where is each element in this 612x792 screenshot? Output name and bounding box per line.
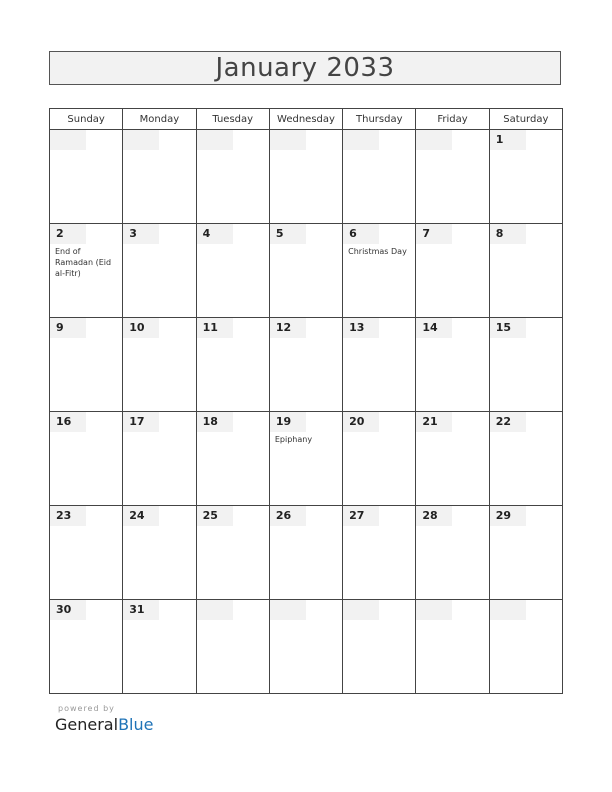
day-cell bbox=[50, 130, 123, 224]
day-number bbox=[197, 600, 233, 620]
day-number: 26 bbox=[270, 506, 306, 526]
day-cell bbox=[343, 130, 416, 224]
day-cell bbox=[269, 318, 342, 412]
day-number: 27 bbox=[343, 506, 379, 526]
day-number: 13 bbox=[343, 318, 379, 338]
day-number bbox=[343, 130, 379, 150]
day-number: 24 bbox=[123, 506, 159, 526]
day-cell bbox=[269, 412, 342, 506]
day-cell bbox=[50, 600, 123, 694]
week-row bbox=[50, 224, 563, 318]
day-cell bbox=[50, 412, 123, 506]
day-number: 5 bbox=[270, 224, 306, 244]
powered-by-text: powered by bbox=[58, 704, 115, 713]
day-cell bbox=[343, 412, 416, 506]
day-number: 21 bbox=[416, 412, 452, 432]
day-number bbox=[416, 600, 452, 620]
day-number: 25 bbox=[197, 506, 233, 526]
day-cell bbox=[269, 600, 342, 694]
week-row bbox=[50, 600, 563, 694]
day-cell bbox=[416, 506, 489, 600]
holiday-label: Epiphany bbox=[274, 435, 313, 444]
day-cell bbox=[196, 600, 269, 694]
day-number bbox=[50, 130, 86, 150]
day-cell bbox=[343, 318, 416, 412]
day-cell bbox=[416, 412, 489, 506]
day-cell bbox=[50, 506, 123, 600]
day-cell bbox=[489, 130, 562, 224]
day-number: 6 bbox=[343, 224, 379, 244]
weekday-header: Wednesday bbox=[269, 109, 342, 130]
day-number: 20 bbox=[343, 412, 379, 432]
holiday-label: End of Ramadan (Eid al-Fitr) bbox=[55, 247, 112, 278]
day-cell bbox=[269, 130, 342, 224]
day-cell bbox=[343, 506, 416, 600]
day-number bbox=[197, 130, 233, 150]
week-row bbox=[50, 412, 563, 506]
day-cell bbox=[50, 224, 123, 318]
day-cell bbox=[489, 506, 562, 600]
day-number bbox=[270, 130, 306, 150]
day-cell bbox=[50, 318, 123, 412]
day-number: 28 bbox=[416, 506, 452, 526]
brand-blue-text: Blue bbox=[118, 715, 154, 734]
day-cell bbox=[343, 224, 416, 318]
day-cell bbox=[196, 224, 269, 318]
weekday-header: Tuesday bbox=[196, 109, 269, 130]
day-cell bbox=[196, 506, 269, 600]
day-cell bbox=[489, 600, 562, 694]
weekday-header: Sunday bbox=[50, 109, 123, 130]
day-number: 12 bbox=[270, 318, 306, 338]
day-cell bbox=[489, 412, 562, 506]
day-cell bbox=[489, 224, 562, 318]
day-number: 15 bbox=[490, 318, 526, 338]
week-row bbox=[50, 506, 563, 600]
day-number: 14 bbox=[416, 318, 452, 338]
week-row bbox=[50, 318, 563, 412]
day-number: 9 bbox=[50, 318, 86, 338]
calendar-title-box bbox=[49, 51, 561, 85]
calendar-grid bbox=[49, 108, 563, 694]
day-number: 17 bbox=[123, 412, 159, 432]
day-number bbox=[270, 600, 306, 620]
day-number: 31 bbox=[123, 600, 159, 620]
day-cell bbox=[416, 224, 489, 318]
day-cell bbox=[196, 130, 269, 224]
day-number: 23 bbox=[50, 506, 86, 526]
day-cell bbox=[269, 224, 342, 318]
brand-logo bbox=[55, 715, 153, 734]
day-cell bbox=[123, 506, 196, 600]
weekday-header: Monday bbox=[123, 109, 196, 130]
day-cell bbox=[123, 412, 196, 506]
day-number bbox=[490, 600, 526, 620]
week-row bbox=[50, 130, 563, 224]
day-number: 11 bbox=[197, 318, 233, 338]
day-cell bbox=[123, 600, 196, 694]
day-cell bbox=[416, 318, 489, 412]
brand-general-text: General bbox=[55, 715, 119, 734]
day-cell bbox=[123, 130, 196, 224]
day-number: 19 bbox=[270, 412, 306, 432]
day-number: 4 bbox=[197, 224, 233, 244]
day-cell bbox=[269, 506, 342, 600]
day-number: 3 bbox=[123, 224, 159, 244]
day-number bbox=[416, 130, 452, 150]
day-number: 30 bbox=[50, 600, 86, 620]
day-number: 29 bbox=[490, 506, 526, 526]
weekday-header: Saturday bbox=[489, 109, 562, 130]
holiday-label: Christmas Day bbox=[348, 247, 407, 256]
day-cell bbox=[123, 224, 196, 318]
day-cell bbox=[416, 130, 489, 224]
day-number: 16 bbox=[50, 412, 86, 432]
day-number: 18 bbox=[197, 412, 233, 432]
day-cell bbox=[416, 600, 489, 694]
day-cell bbox=[196, 412, 269, 506]
day-cell bbox=[123, 318, 196, 412]
day-number: 7 bbox=[416, 224, 452, 244]
day-number bbox=[123, 130, 159, 150]
day-number bbox=[343, 600, 379, 620]
day-number: 22 bbox=[490, 412, 526, 432]
weekday-header: Friday bbox=[416, 109, 489, 130]
day-cell bbox=[196, 318, 269, 412]
day-cell bbox=[489, 318, 562, 412]
day-number: 10 bbox=[123, 318, 159, 338]
day-number: 8 bbox=[490, 224, 526, 244]
weekday-header-row bbox=[50, 109, 563, 130]
day-number: 1 bbox=[490, 130, 526, 150]
day-cell bbox=[343, 600, 416, 694]
calendar-title: January 2033 bbox=[215, 53, 395, 83]
weekday-header: Thursday bbox=[343, 109, 416, 130]
day-number: 2 bbox=[50, 224, 86, 244]
